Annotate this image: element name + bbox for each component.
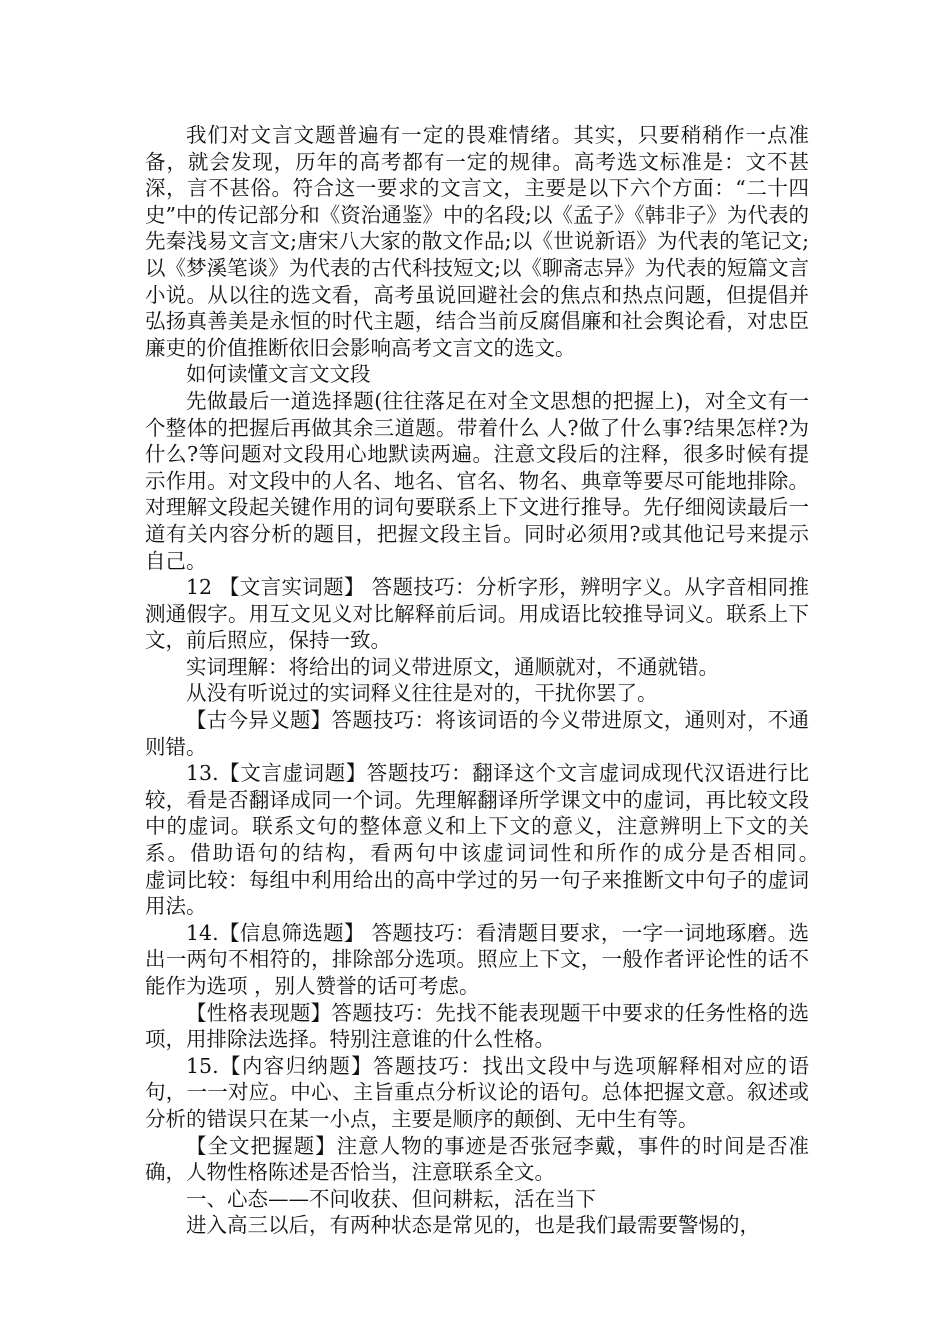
paragraph-intro: 我们对文言文题普遍有一定的畏难情绪。其实，只要稍稍作一点准备，就会发现，历年的高考都有一定的规律。高考选文标准是：文不甚深，言不甚俗。符合这一要求的文言文，主要是以下六个方面：“二十四史”中的传记部分和《资治通鉴》中的名段;以《孟子》《韩非子》为代表的先秦浅易文言文;唐宋八大家的散文作品;以《世说新语》为代表的笔记文;以《梦溪笔谈》为代表的古代科技短文;以《聊斋志异》为代表的短篇文言小说。从以往的选文看，高考虽说回避社会的焦点和热点问题，但提倡并弘扬真善美是永恒的时代主题，结合当前反腐倡廉和社会舆论看，对忠臣廉吏的价值推断依旧会影响高考文言文的选文。 [145, 123, 809, 360]
paragraph-q13-function-words: 13.【文言虚词题】答题技巧：翻译这个文言虚词成现代汉语进行比较，看是否翻译成同一个词。先理解翻译所学课文中的虚词，再比较文段中的虚词。联系文句的整体意义和上下文的意义，注意辨明上下文的关系。借助语句的结构，看两句中该虚词词性和所作的成分是否相同。 虚词比较：每组中利用给出的高中学过的另一句子来推断文中句子的虚词用法。 [145, 761, 850, 919]
paragraph-q12-content-words: 12 【文言实词题】 答题技巧：分析字形，辨明字义。从字音相同推测通假字。用互文见义对比解释前后词。用成语比较推导词义。联系上下文，前后照应，保持一致。 [145, 575, 809, 653]
paragraph-whole-text-grasp: 【全文把握题】注意人物的事迹是否张冠李戴，事件的时间是否准确，人物性格陈述是否恰当，注意联系全文。 [145, 1133, 809, 1185]
paragraph-character-expression: 【性格表现题】答题技巧：先找不能表现题干中要求的任务性格的选项，用排除法选择。特别注意谁的什么性格。 [145, 1000, 809, 1052]
paragraph-content-word-understanding: 实词理解：将给出的词义带进原文，通顺就对，不通就错。 [186, 654, 719, 679]
paragraph-senior-year-states: 进入高三以后，有两种状态是常见的，也是我们最需要警惕的， [186, 1213, 760, 1238]
paragraph-ancient-modern-meaning: 【古今异义题】答题技巧：将该词语的今义带进原文，通则对，不通则错。 [145, 708, 809, 759]
paragraph-reading-method: 先做最后一道选择题(往往落足在对全文思想的把握上)，对全文有一个整体的把握后再做其余三道题。带着什么 人?做了什么事?结果怎样?为什么?等问题对文段用心地默读两遍。注意文段后的注释，很多时候有提示作用。对文段中的人名、地名、官名、物名、典章等要尽可能地排除。对理解文段起关键作用的词句要联系上下文进行推导。先仔细阅读最后一道有关内容分析的题目，把握文段主旨。同时必须用?或其他记号来提示自己。 [145, 388, 809, 573]
paragraph-q15-content-summary: 15.【内容归纳题】答题技巧：找出文段中与选项解释相对应的语句，一一对应。中心、主旨重点分析议论的语句。总体把握文意。叙述或分析的错误只在某一小点，主要是顺序的颠倒、无中生有等。 [145, 1053, 809, 1131]
paragraph-unfamiliar-words: 从没有听说过的实词释义往往是对的，干扰你罢了。 [186, 681, 658, 706]
section-heading-reading: 如何读懂文言文文段 [186, 362, 371, 387]
paragraph-q14-information-screening: 14.【信息筛选题】 答题技巧：看清题目要求，一字一词地琢磨。选出一两句不相符的，排除部分选项。照应上下文，一般作者评论性的话不能作为选项 ，别人赞誉的话可考虑。 [145, 920, 809, 998]
document-body [145, 122, 850, 1239]
section-heading-mindset: 一、心态——不问收获、但问耕耘，活在当下 [186, 1186, 596, 1211]
